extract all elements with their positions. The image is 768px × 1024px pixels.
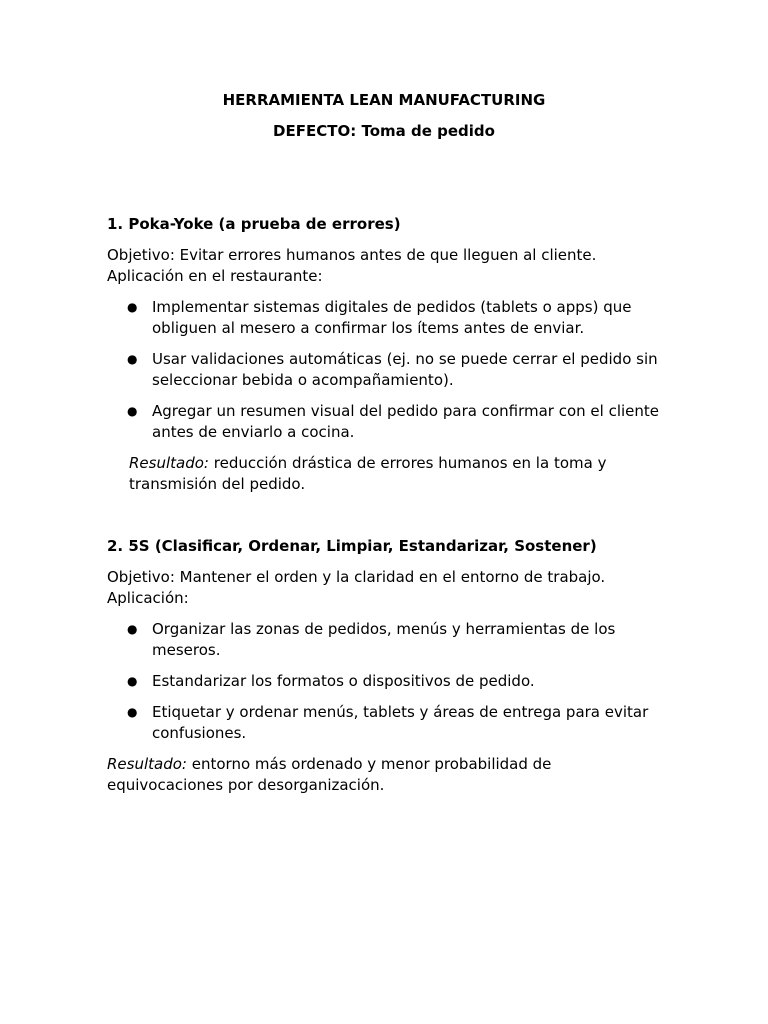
list-item-text: Estandarizar los formatos o dispositivos de pedido. bbox=[152, 672, 535, 690]
list-item bbox=[107, 401, 667, 443]
bullet-icon: ● bbox=[127, 404, 138, 418]
result-text: entorno más ordenado y menor probabilidad de equivocaciones por desorganización. bbox=[107, 755, 552, 794]
objective-text bbox=[107, 245, 667, 287]
application-line: Aplicación en el restaurante: bbox=[107, 267, 323, 285]
bullet-list bbox=[107, 297, 667, 443]
bullet-icon: ● bbox=[127, 705, 138, 719]
list-item bbox=[107, 702, 667, 744]
list-item bbox=[107, 671, 667, 692]
application-line: Aplicación: bbox=[107, 589, 189, 607]
section-heading: 2. 5S (Clasificar, Ordenar, Limpiar, Estandarizar, Sostener) bbox=[107, 537, 597, 555]
result-paragraph bbox=[107, 754, 667, 796]
section-poka-yoke bbox=[107, 214, 667, 495]
document-title: HERRAMIENTA LEAN MANUFACTURING bbox=[222, 91, 546, 109]
list-item-text: Organizar las zonas de pedidos, menús y herramientas de los meseros. bbox=[152, 620, 616, 659]
bullet-icon: ● bbox=[127, 674, 138, 688]
objective-line: Objetivo: Mantener el orden y la claridad en el entorno de trabajo. bbox=[107, 568, 606, 586]
result-label: Resultado: bbox=[107, 755, 187, 773]
list-item bbox=[107, 349, 667, 391]
objective-line: Objetivo: Evitar errores humanos antes de que lleguen al cliente. bbox=[107, 246, 597, 264]
list-item-text: Agregar un resumen visual del pedido para confirmar con el cliente antes de enviarlo a cocina. bbox=[152, 402, 660, 441]
objective-text bbox=[107, 567, 667, 609]
section-heading: 1. Poka-Yoke (a prueba de errores) bbox=[107, 215, 401, 233]
list-item bbox=[107, 619, 667, 661]
list-item-text: Etiquetar y ordenar menús, tablets y áreas de entrega para evitar confusiones. bbox=[152, 703, 649, 742]
list-item-text: Usar validaciones automáticas (ej. no se puede cerrar el pedido sin seleccionar bebida o acompañamiento). bbox=[152, 350, 658, 389]
list-item-text: Implementar sistemas digitales de pedidos (tablets o apps) que obliguen al mesero a confirmar los ítems antes de enviar. bbox=[152, 298, 632, 337]
result-label: Resultado: bbox=[129, 454, 209, 472]
result-text: reducción drástica de errores humanos en la toma y transmisión del pedido. bbox=[129, 454, 607, 493]
bullet-icon: ● bbox=[127, 622, 138, 636]
list-item bbox=[107, 297, 667, 339]
result-paragraph bbox=[107, 453, 667, 495]
bullet-list bbox=[107, 619, 667, 744]
bullet-icon: ● bbox=[127, 300, 138, 314]
section-5s bbox=[107, 536, 667, 796]
document-subtitle: DEFECTO: Toma de pedido bbox=[273, 122, 495, 140]
bullet-icon: ● bbox=[127, 352, 138, 366]
